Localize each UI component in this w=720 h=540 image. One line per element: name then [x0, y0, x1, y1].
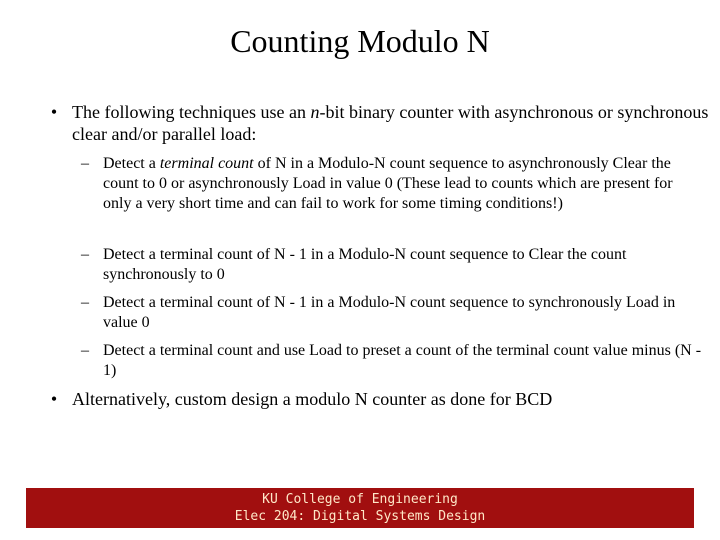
- sub-bullet-item: [81, 245, 703, 285]
- bullet-text-end: -bit binary counter with asynchronous or synchronous clear and/or parallel load:: [72, 102, 709, 144]
- sub-text-italic: terminal count: [159, 155, 254, 172]
- bullet-text-italic: n: [310, 102, 320, 122]
- dash-marker: –: [81, 294, 89, 311]
- sub-text: Detect a terminal count and use Load to preset a count of the terminal count value minus (N - 1): [103, 342, 702, 379]
- footer-course: Elec 204: Digital Systems Design: [234, 509, 486, 524]
- sub-bullet-item: [81, 154, 703, 214]
- footer-college: KU College of Engineering: [262, 492, 458, 507]
- bullet-marker: •: [50, 389, 58, 409]
- sub-text: Detect a terminal count of N - 1 in a Modulo-N count sequence to Clear the count synchronously to 0: [103, 246, 627, 283]
- sub-bullet-item: [81, 293, 703, 333]
- dash-marker: –: [81, 342, 89, 359]
- bullet-text: Alternatively, custom design a modulo N counter as done for BCD: [72, 389, 553, 409]
- bullet-item: [50, 388, 712, 410]
- sub-text-end: of N in a Modulo-N count sequence to asynchronously Clear the count to 0 or asynchronously Load in value 0 (These lead to counts which are present for only a very short time and can fail to work for some timing conditions!): [103, 155, 673, 212]
- bullet-item: [50, 101, 712, 145]
- bullet-marker: •: [50, 102, 58, 122]
- dash-marker: –: [81, 155, 89, 172]
- sub-text: Detect a terminal count of N - 1 in a Modulo-N count sequence to synchronously Load in value 0: [103, 294, 676, 331]
- sub-bullet-item: [81, 341, 703, 381]
- slide-title: Counting Modulo N: [230, 23, 490, 59]
- bullet-text-start: The following techniques use an: [72, 102, 311, 122]
- sub-text-start: Detect a: [103, 155, 160, 172]
- footer-banner: [26, 488, 694, 528]
- dash-marker: –: [81, 246, 89, 263]
